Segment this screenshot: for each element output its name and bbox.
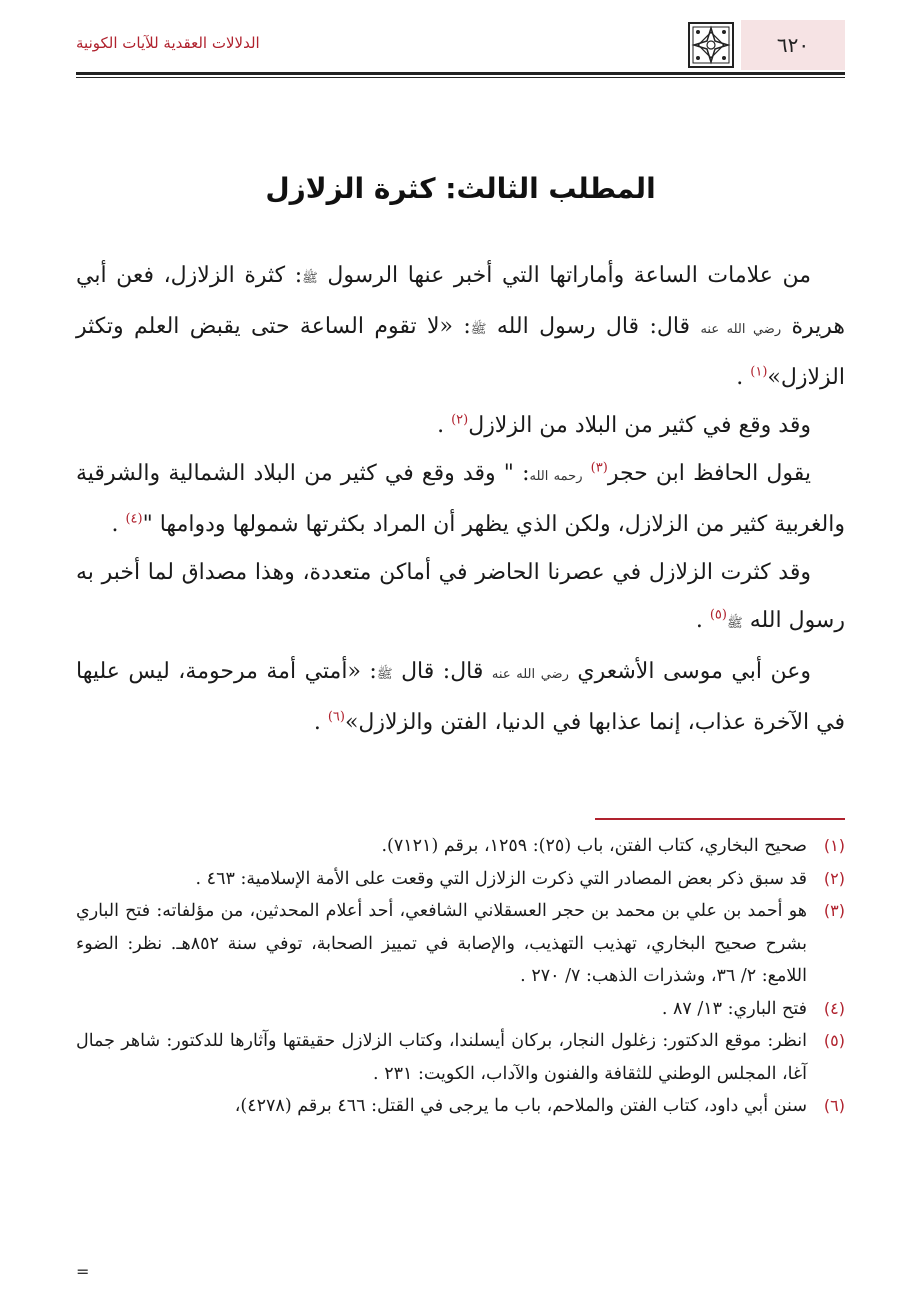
text-run: وقد وقع في كثير من البلاد من الزلازل [468,413,811,438]
footnote-number: (٢) [823,868,845,888]
text-run [582,461,590,486]
paragraph [76,648,845,747]
paragraph [76,252,845,402]
footnote-item [76,1025,845,1090]
text-run: . [736,365,751,390]
footnote-number: (٥) [823,1031,845,1050]
geometric-ornament-icon [687,20,735,70]
body-text [76,252,845,747]
honorific-text: ﷺ [470,322,487,337]
paragraph [76,450,845,549]
footnote-ref[interactable]: (٤) [125,511,143,527]
honorific-text: ﷺ [726,616,743,631]
text-run: وقد كثرت الزلازل في عصرنا الحاضر في أماكن متعددة، وهذا مصداق لما أخبر به رسول الله [76,560,845,633]
text-run: قال: قال رسول الله [486,314,701,339]
footnote-text: سنن أبي داود، كتاب الفتن والملاحم، باب ما يرجى في القتل: ٤٦٦ برقم (٤٢٧٨)، [234,1096,807,1116]
paragraph [76,402,845,450]
text-run: : «لا تقوم الساعة حتى يقبض العلم وتكثر الزلازل» [76,314,845,390]
footnote-ref[interactable]: (٦) [327,709,345,725]
footnote-item [76,895,845,993]
footnote-number: (٤) [823,998,845,1018]
footnote-item [76,830,845,863]
footnote-item [76,1090,845,1123]
page-number [741,20,845,70]
footnote-text: فتح الباري: ١٣/ ٨٧ . [661,998,807,1019]
footnote-number: (١) [823,836,845,855]
footnote-ref[interactable]: (٣) [590,460,608,476]
text-run: . [437,413,452,438]
paragraph [76,549,845,648]
footnote-item [76,993,845,1026]
footnote-ref[interactable]: (١) [750,364,768,380]
honorific-text: رضي الله عنه [700,322,782,337]
text-run: : كثرة الزلازل، فعن أبي هريرة [76,263,846,339]
text-run: من علامات الساعة وأماراتها التي أخبر عنها الرسول [317,263,811,288]
running-title: الدلالات العقدية للآيات الكونية [76,34,260,52]
text-run: . [313,710,328,735]
footnote-item [76,863,845,896]
text-run: : " وقد وقع في كثير من البلاد الشمالية والشرقية والغربية كثير من الزلازل، ولكن الذي يظهر أن المراد بكثرتها شمولها ودوامها " [76,461,845,537]
footnote-ref[interactable]: (٢) [451,412,469,428]
footnote-number: (٣) [823,901,845,920]
header-rule-thin [76,77,845,78]
text-run: . [695,608,710,633]
page-number-text: ٦٢٠ [776,33,810,57]
footnote-text: صحيح البخاري، كتاب الفتن، باب (٢٥): ١٢٥٩، برقم (٧١٢١). [381,836,807,856]
text-run: : «أمتي أمة مرحومة، ليس عليها في الآخرة عذاب، إنما عذابها في الدنيا، الفتن والزلازل» [76,659,845,735]
footnotes [76,830,845,1123]
text-run: قال: قال [392,659,492,684]
page-header [76,20,845,72]
footnote-text: انظر: موقع الدكتور: زغلول النجار، بركان أيسلندا، وكتاب الزلازل حقيقتها وآثارها للدكتور: شاهر جمال آغا، المجلس الوطني للثقافة والفنون والآداب، الكويت: ٢٣١ . [76,1031,807,1084]
text-run: . [111,512,126,537]
section-title: المطلب الثالث: كثرة الزلازل [265,172,656,205]
footnote-ref[interactable]: (٥) [709,607,727,623]
footnote-text: قد سبق ذكر بعض المصادر التي ذكرت الزلازل التي وقعت على الأمة الإسلامية: ٤٦٣ . [195,868,807,889]
footnote-number: (٦) [823,1096,845,1115]
text-run: يقول الحافظ ابن حجر [607,461,811,486]
header-rule [76,72,845,75]
honorific-text: رحمه الله [529,469,583,484]
honorific-text: ﷺ [302,271,318,286]
continuation-mark: = [76,1262,90,1281]
footnote-separator [595,818,845,820]
footnote-text: هو أحمد بن علي بن محمد بن حجر العسقلاني الشافعي، أحد أعلام المحدثين، من مؤلفاته: فتح الباري بشرح صحيح البخاري، تهذيب التهذيب، والإصابة في تمييز الصحابة، توفي سنة ٨٥٢هـ. نظر: الضوء اللامع: ٢/ ٣٦، وشذرات الذهب: ٧/ ٢٧٠ . [76,901,807,986]
honorific-text: ﷺ [376,667,393,682]
honorific-text: رضي الله عنه [491,667,569,682]
text-run: وعن أبي موسى الأشعري [568,659,811,684]
